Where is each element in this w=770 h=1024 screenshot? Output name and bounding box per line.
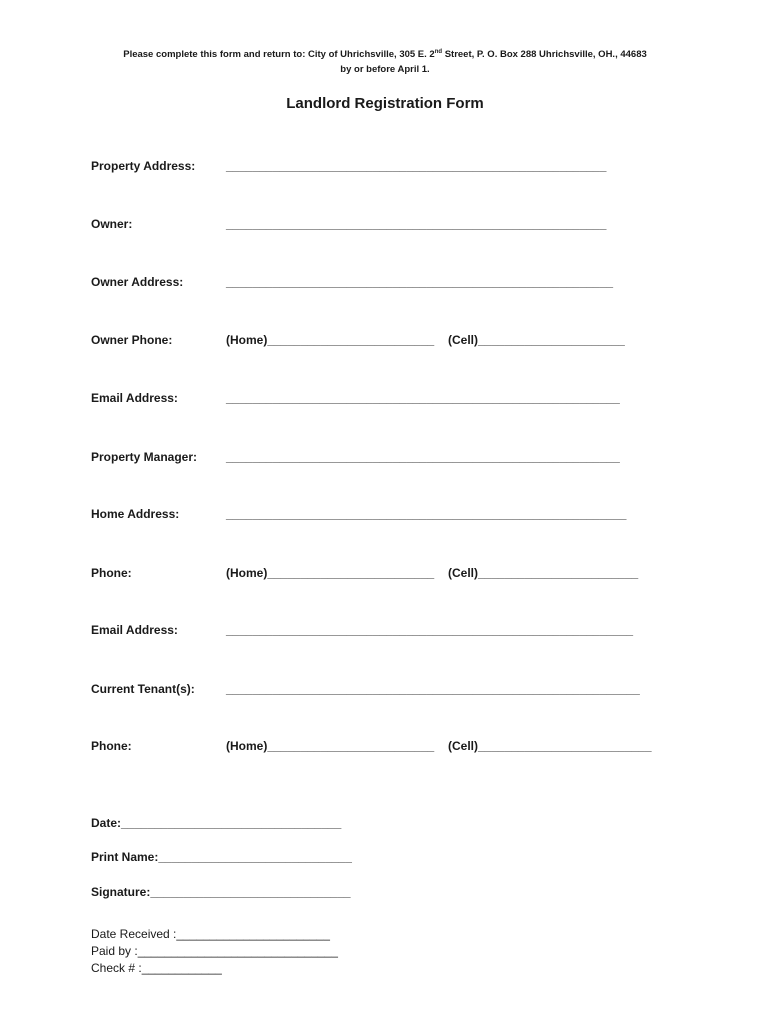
home-address-field[interactable]: ____________________________________________________________ — [226, 507, 627, 521]
current-tenants-label: Current Tenant(s): — [91, 682, 195, 696]
phone-cell-field-1[interactable]: (Cell)________________________ — [448, 566, 639, 580]
email-address-label-2: Email Address: — [91, 623, 178, 637]
email-address-field-1[interactable]: ___________________________________________________________ — [226, 391, 620, 405]
property-manager-field[interactable]: ___________________________________________________________ — [226, 450, 620, 464]
owner-phone-label: Owner Phone: — [91, 333, 173, 347]
owner-phone-home-field[interactable]: (Home)_________________________ — [226, 333, 435, 347]
header-line-1: Please complete this form and return to: City of Uhrichsville, 305 E. 2nd Street, P. O. Box 288 Uhrichsville, OH., 44683 — [123, 49, 647, 60]
date-field[interactable]: Date:_________________________________ — [91, 816, 342, 830]
paid-by-field[interactable]: Paid by :______________________________ — [91, 944, 338, 958]
header-line-2: by or before April 1. — [340, 64, 430, 75]
print-name-field[interactable]: Print Name:_____________________________ — [91, 850, 352, 864]
phone-cell-field-2[interactable]: (Cell)__________________________ — [448, 739, 652, 753]
header-superscript: nd — [434, 49, 443, 55]
owner-label: Owner: — [91, 217, 133, 231]
phone-home-field-1[interactable]: (Home)_________________________ — [226, 566, 435, 580]
owner-field[interactable]: _________________________________________________________ — [226, 217, 607, 231]
property-address-field[interactable]: _________________________________________________________ — [226, 159, 607, 173]
phone-label-1: Phone: — [91, 566, 132, 580]
current-tenants-field[interactable]: ______________________________________________________________ — [226, 682, 640, 696]
property-manager-label: Property Manager: — [91, 450, 198, 464]
property-address-label: Property Address: — [91, 159, 196, 173]
home-address-label: Home Address: — [91, 507, 180, 521]
email-address-field-2[interactable]: _____________________________________________________________ — [226, 623, 634, 637]
date-received-field[interactable]: Date Received :_______________________ — [91, 927, 330, 941]
check-number-field[interactable]: Check # :____________ — [91, 961, 222, 975]
phone-home-field-2[interactable]: (Home)_________________________ — [226, 739, 435, 753]
owner-phone-cell-field[interactable]: (Cell)______________________ — [448, 333, 625, 347]
signature-field[interactable]: Signature:______________________________ — [91, 885, 351, 899]
header-instructions — [0, 47, 770, 77]
owner-address-label: Owner Address: — [91, 275, 184, 289]
form-title: Landlord Registration Form — [286, 95, 484, 112]
phone-label-2: Phone: — [91, 739, 132, 753]
email-address-label-1: Email Address: — [91, 391, 178, 405]
owner-address-field[interactable]: __________________________________________________________ — [226, 275, 614, 289]
